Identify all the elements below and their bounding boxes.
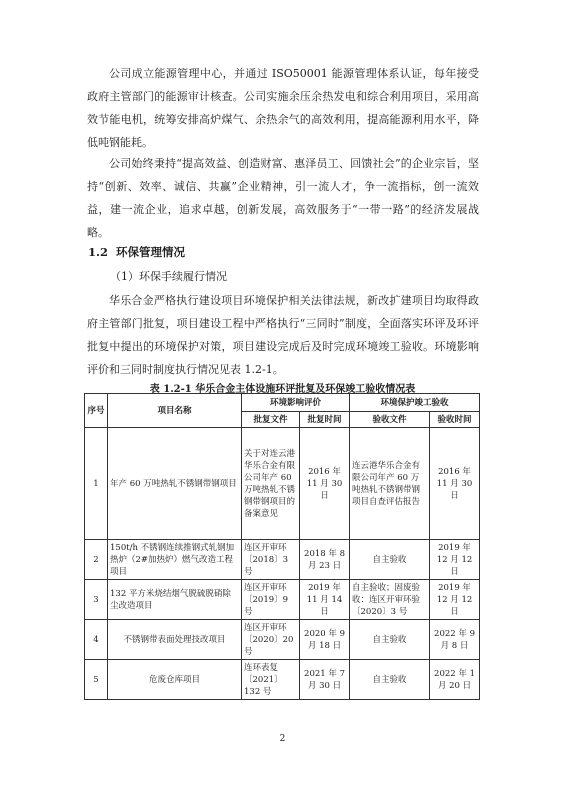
header-acceptance: 环境保护竣工验收	[350, 394, 480, 412]
cell-approval-time: 2018 年 8 月 23 日	[300, 540, 350, 580]
header-eia: 环境影响评价	[242, 394, 350, 412]
cell-approval-time: 2021 年 7 月 30 日	[300, 660, 350, 700]
cell-acceptance-time: 2022 年 9 月 8 日	[430, 620, 480, 660]
cell-seq: 3	[85, 580, 108, 620]
section-title: 环保管理情况	[116, 245, 186, 259]
cell-approval-doc: 连环表复〔2021〕132 号	[242, 660, 300, 700]
cell-acceptance-doc: 自主验收	[350, 660, 430, 700]
paragraph-eia-compliance: 华乐合金严格执行建设项目环境保护相关法律法规，新改扩建项目均取得政府主管部门批复，项目建设工程中严格执行“三同时”制度，全面落实环评及环评批复中提出的环境保护对策，项目建设完成后及时完成环境竣工验收。环境影响评价和三同时制度执行情况见表 1.2-1。	[87, 294, 479, 376]
header-approval-doc: 批复文件	[242, 412, 300, 428]
cell-acceptance-time: 2022 年 1 月 20 日	[430, 660, 480, 700]
table-row	[85, 660, 480, 700]
header-acceptance-doc: 验收文件	[350, 412, 430, 428]
cell-seq: 1	[85, 428, 108, 540]
table-row	[85, 428, 480, 540]
header-seq: 序号	[85, 394, 108, 428]
cell-acceptance-time: 2019 年 12 月 12 日	[430, 540, 480, 580]
cell-approval-time: 2020 年 9 月 18 日	[300, 620, 350, 660]
cell-seq: 2	[85, 540, 108, 580]
cell-acceptance-doc: 自主验收	[350, 540, 430, 580]
cell-acceptance-doc: 连云港华乐合金有限公司年产 60 万吨热轧不锈钢带钢项目自查评估报告	[350, 428, 430, 540]
cell-approval-doc: 连区开审环〔2019〕9 号	[242, 580, 300, 620]
table-caption: 表 1.2-1 华乐合金主体设施环评批复及环保竣工验收情况表	[149, 384, 416, 395]
table-row	[85, 540, 480, 580]
header-project-name: 项目名称	[108, 394, 242, 428]
page-number: 2	[279, 734, 286, 744]
header-approval-time: 批复时间	[300, 412, 350, 428]
section-number: 1.2	[88, 245, 109, 259]
cell-approval-time: 2016 年 11 月 30 日	[300, 428, 350, 540]
cell-seq: 5	[85, 660, 108, 700]
section-heading	[88, 244, 185, 260]
cell-approval-time: 2019 年 11 月 14 日	[300, 580, 350, 620]
cell-project-name: 132 平方米烧结烟气脱硫脱硝除尘改造项目	[108, 580, 242, 620]
cell-approval-doc: 连区开审环〔2020〕20 号	[242, 620, 300, 660]
cell-acceptance-doc: 自主验收	[350, 620, 430, 660]
header-acceptance-time: 验收时间	[430, 412, 480, 428]
cell-approval-doc: 关于对连云港华乐合金有限公司年产 60 万吨热轧不锈钢带钢项目的备案意见	[242, 428, 300, 540]
table-row	[85, 620, 480, 660]
table-row	[85, 580, 480, 620]
eia-table	[84, 393, 480, 700]
cell-approval-doc: 连区开审环〔2018〕3 号	[242, 540, 300, 580]
paragraph-company-mission: 公司始终秉持“提高效益、创造财富、惠泽员工、回馈社会”的企业宗旨，坚持“创新、效率、诚信、共赢”企业精神，引一流人才，争一流指标，创一流效益，建一流企业，追求卓越，创新发展，高效服务于“一带一路”的经济发展战略。	[87, 157, 479, 239]
cell-project-name: 不锈钢带表面处理技改项目	[108, 620, 242, 660]
cell-acceptance-time: 2016 年 11 月 30 日	[430, 428, 480, 540]
cell-project-name: 150t/h 不锈钢连续推钢式轧钢加热炉（2#加热炉）燃气改造工程项目	[108, 540, 242, 580]
cell-acceptance-doc: 自主验收；固废验收：连区开审环验〔2020〕3 号	[350, 580, 430, 620]
cell-acceptance-time: 2019 年 12 月 12 日	[430, 580, 480, 620]
cell-project-name: 危废仓库项目	[108, 660, 242, 700]
subsection-heading: （1）环保手续履行情况	[110, 270, 227, 283]
paragraph-energy-management: 公司成立能源管理中心，并通过 ISO50001 能源管理体系认证，每年接受政府主管部门的能源审计核查。公司实施余压余热发电和综合利用项目，采用高效节能电机，统筹安排高炉煤气、余热余气的高效利用，提高能源利用水平，降低吨钢能耗。	[87, 67, 479, 149]
cell-project-name: 年产 60 万吨热轧不锈钢带钢项目	[108, 428, 242, 540]
cell-seq: 4	[85, 620, 108, 660]
